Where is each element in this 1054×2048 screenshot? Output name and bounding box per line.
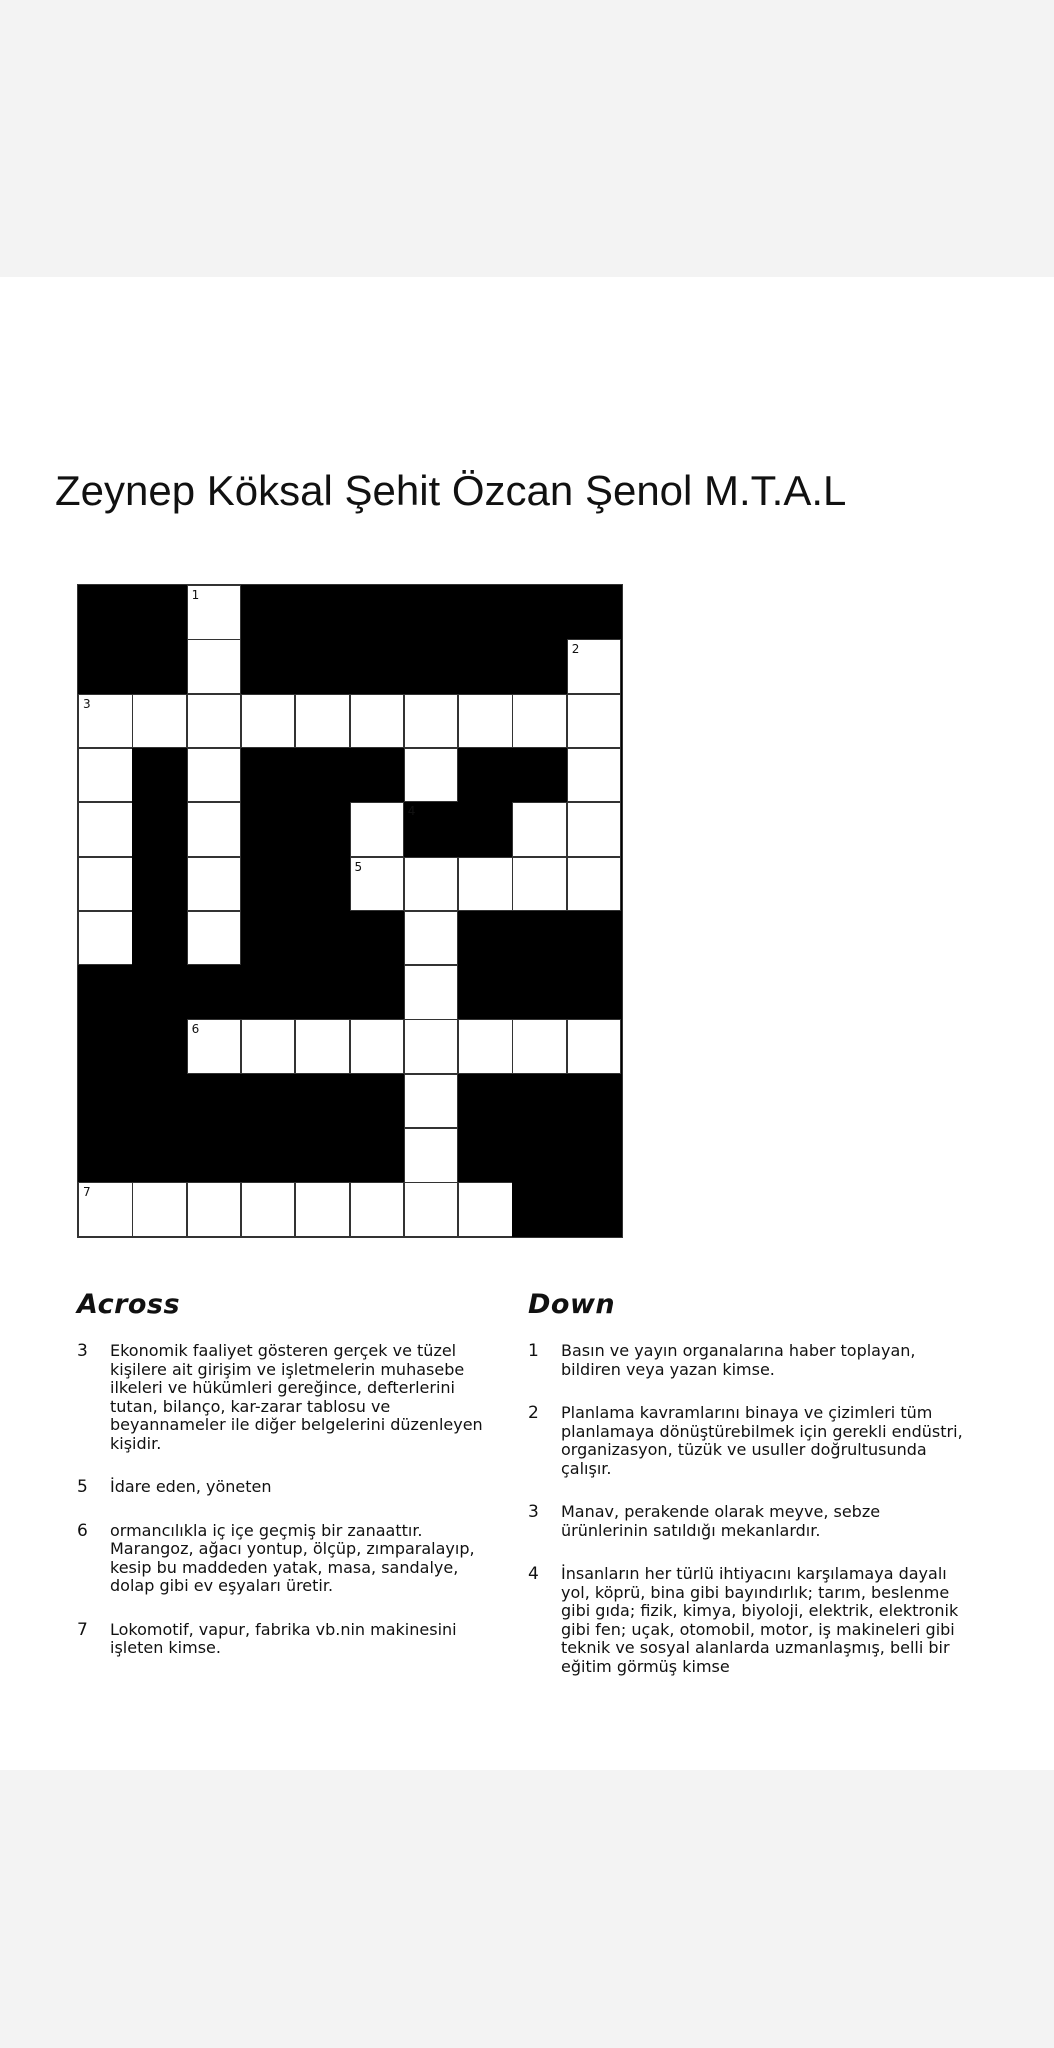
grid-block xyxy=(295,1074,350,1129)
grid-block xyxy=(458,639,513,694)
grid-cell[interactable] xyxy=(350,1019,405,1074)
clue-text: İdare eden, yöneten xyxy=(110,1477,272,1496)
grid-cell[interactable] xyxy=(187,802,242,857)
grid-block xyxy=(241,911,296,966)
grid-block xyxy=(187,1128,242,1183)
grid-block xyxy=(567,1128,622,1183)
grid-cell[interactable] xyxy=(241,694,296,749)
grid-block xyxy=(567,911,622,966)
grid-cell[interactable] xyxy=(78,857,133,912)
grid-block xyxy=(512,585,567,640)
grid-cell[interactable] xyxy=(241,1182,296,1237)
worksheet-page xyxy=(0,277,1054,1770)
grid-cell[interactable] xyxy=(458,1182,513,1237)
grid-block xyxy=(241,639,296,694)
clue-number: 4 xyxy=(528,1564,539,1584)
page-title: Zeynep Köksal Şehit Özcan Şenol M.T.A.L xyxy=(55,467,847,514)
grid-cell[interactable] xyxy=(350,857,405,912)
grid-block xyxy=(295,857,350,912)
clue-number: 5 xyxy=(77,1477,88,1497)
clue-number: 3 xyxy=(528,1502,539,1522)
grid-cell[interactable] xyxy=(78,1182,133,1237)
grid-cell[interactable] xyxy=(404,694,459,749)
across-clue xyxy=(77,1522,507,1596)
grid-block xyxy=(132,639,187,694)
grid-block xyxy=(241,1128,296,1183)
grid-block xyxy=(241,1074,296,1129)
grid-block xyxy=(132,802,187,857)
grid-block xyxy=(512,1128,567,1183)
across-clue xyxy=(77,1621,507,1658)
cell-number: 3 xyxy=(83,696,91,711)
across-clue xyxy=(77,1342,507,1453)
grid-cell[interactable] xyxy=(567,694,622,749)
across-clues xyxy=(77,1289,507,1683)
grid-cell[interactable] xyxy=(187,639,242,694)
down-clue xyxy=(528,1503,968,1540)
grid-cell[interactable] xyxy=(567,802,622,857)
clue-text: Ekonomik faaliyet gösteren gerçek ve tüzel kişilere ait girişim ve işletmelerin muhasebe ilkeleri ve hükümleri gereğince, defterlerini tutan, bilanço, kar-zarar tablosu ve beyannameler ile diğer belgelerini düzenleyen kişidir. xyxy=(110,1341,483,1453)
grid-cell[interactable] xyxy=(78,802,133,857)
grid-cell[interactable] xyxy=(241,1019,296,1074)
grid-cell[interactable] xyxy=(187,694,242,749)
clue-number: 7 xyxy=(77,1619,88,1640)
across-heading: Across xyxy=(77,1289,181,1320)
grid-block xyxy=(132,1128,187,1183)
grid-cell[interactable] xyxy=(78,748,133,803)
grid-block xyxy=(187,1074,242,1129)
clue-text: Planlama kavramlarını binaya ve çizimleri tüm planlamaya dönüştürebilmek için gerekli endüstri, organizasyon, tüzük ve usuller doğrultusunda çalışır. xyxy=(561,1403,963,1478)
cell-number: 2 xyxy=(571,642,580,657)
grid-block xyxy=(350,639,405,694)
grid-block xyxy=(458,748,513,803)
grid-block xyxy=(295,802,350,857)
grid-block xyxy=(458,585,513,640)
clue-number: 2 xyxy=(528,1403,539,1423)
clue-text: Basın ve yayın organalarına haber toplayan, bildiren veya yazan kimse. xyxy=(561,1341,916,1379)
grid-block xyxy=(241,802,296,857)
cell-number: 4 xyxy=(407,804,416,819)
grid-block xyxy=(567,1182,622,1237)
grid-cell[interactable] xyxy=(187,585,242,640)
cell-number: 7 xyxy=(83,1185,91,1200)
grid-cell[interactable] xyxy=(187,748,242,803)
grid-block xyxy=(132,965,187,1020)
grid-block xyxy=(350,1074,405,1129)
grid-cell[interactable] xyxy=(512,802,567,857)
grid-block xyxy=(78,1019,133,1074)
clue-number: 3 xyxy=(77,1341,88,1361)
down-clue xyxy=(528,1565,968,1676)
grid-block xyxy=(458,802,513,857)
grid-block xyxy=(350,1128,405,1183)
grid-block xyxy=(458,1074,513,1129)
grid-cell[interactable] xyxy=(404,911,459,966)
grid-cell[interactable] xyxy=(187,1182,242,1237)
grid-block xyxy=(132,585,187,640)
grid-cell[interactable] xyxy=(567,857,622,912)
grid-cell[interactable] xyxy=(512,857,567,912)
grid-cell[interactable] xyxy=(567,1019,622,1074)
cell-number: 5 xyxy=(354,859,363,874)
grid-block xyxy=(567,585,622,640)
grid-block xyxy=(132,748,187,803)
down-clue xyxy=(528,1404,968,1478)
grid-block xyxy=(132,911,187,966)
grid-block xyxy=(350,911,405,966)
grid-block xyxy=(187,965,242,1020)
grid-block xyxy=(241,965,296,1020)
grid-block xyxy=(567,965,622,1020)
down-clues xyxy=(528,1289,968,1701)
grid-block xyxy=(350,585,405,640)
grid-block xyxy=(458,965,513,1020)
grid-block xyxy=(350,748,405,803)
grid-block xyxy=(512,965,567,1020)
grid-block xyxy=(295,585,350,640)
grid-block xyxy=(512,639,567,694)
grid-cell[interactable] xyxy=(404,1128,459,1183)
grid-block xyxy=(295,639,350,694)
crossword-grid xyxy=(77,584,623,1238)
grid-block xyxy=(132,1074,187,1129)
grid-block xyxy=(295,1128,350,1183)
grid-block xyxy=(78,1128,133,1183)
grid-cell[interactable] xyxy=(78,911,133,966)
across-clue xyxy=(77,1478,507,1497)
clue-text: ormancılıkla iç içe geçmiş bir zanaattır. Marangoz, ağacı yontup, ölçüp, zımparalayıp, kesip bu maddeden yatak, masa, sandalye, dolap gibi ev eşyaları üretir. xyxy=(110,1520,475,1595)
grid-block xyxy=(241,748,296,803)
clue-number: 1 xyxy=(528,1341,539,1361)
grid-block xyxy=(404,802,459,857)
grid-block xyxy=(295,911,350,966)
grid-cell[interactable] xyxy=(350,694,405,749)
grid-block xyxy=(512,1074,567,1129)
grid-block xyxy=(241,585,296,640)
grid-block xyxy=(132,857,187,912)
grid-cell[interactable] xyxy=(512,694,567,749)
grid-cell[interactable] xyxy=(132,694,187,749)
grid-cell[interactable] xyxy=(404,1182,459,1237)
grid-block xyxy=(512,911,567,966)
grid-block xyxy=(350,965,405,1020)
clue-text: İnsanların her türlü ihtiyacını karşılamaya dayalı yol, köprü, bina gibi bayındırlık; tarım, beslenme gibi gıda; fizik, kimya, biyoloji, elektrik, elektronik gibi fen; uçak, otomobil, motor, iş makineleri gibi teknik ve sosyal alanlarda uzmanlaşmış, belli bir eğitim görmüş kimse xyxy=(561,1564,959,1676)
grid-cell[interactable] xyxy=(295,694,350,749)
clue-text: Lokomotif, vapur, fabrika vb.nin makinesini işleten kimse. xyxy=(110,1619,457,1657)
grid-block xyxy=(78,965,133,1020)
grid-block xyxy=(404,585,459,640)
clue-number: 6 xyxy=(77,1520,88,1541)
grid-block xyxy=(512,1182,567,1237)
grid-cell[interactable] xyxy=(132,1182,187,1237)
grid-cell[interactable] xyxy=(458,1019,513,1074)
grid-cell[interactable] xyxy=(295,1182,350,1237)
grid-cell[interactable] xyxy=(404,965,459,1020)
clue-text: Manav, perakende olarak meyve, sebze ürünlerinin satıldığı mekanlardır. xyxy=(561,1502,881,1540)
grid-block xyxy=(295,748,350,803)
grid-block xyxy=(295,965,350,1020)
grid-cell[interactable] xyxy=(458,857,513,912)
grid-block xyxy=(512,748,567,803)
grid-block xyxy=(241,857,296,912)
grid-cell[interactable] xyxy=(567,748,622,803)
grid-cell[interactable] xyxy=(458,694,513,749)
cell-number: 1 xyxy=(191,588,200,602)
down-clue xyxy=(528,1342,968,1379)
grid-block xyxy=(78,585,133,640)
grid-cell[interactable] xyxy=(404,857,459,912)
grid-cell[interactable] xyxy=(404,748,459,803)
cell-number: 6 xyxy=(191,1022,200,1037)
grid-cell[interactable] xyxy=(78,694,133,749)
grid-cell[interactable] xyxy=(404,1074,459,1129)
grid-cell[interactable] xyxy=(350,802,405,857)
grid-cell[interactable] xyxy=(350,1182,405,1237)
grid-block xyxy=(458,1128,513,1183)
grid-cell[interactable] xyxy=(187,1019,242,1074)
grid-block xyxy=(404,639,459,694)
grid-cell[interactable] xyxy=(404,1019,459,1074)
down-heading: Down xyxy=(528,1289,616,1320)
grid-block xyxy=(567,1074,622,1129)
grid-cell[interactable] xyxy=(187,857,242,912)
grid-block xyxy=(78,639,133,694)
grid-block xyxy=(132,1019,187,1074)
grid-cell[interactable] xyxy=(295,1019,350,1074)
grid-block xyxy=(458,911,513,966)
grid-cell[interactable] xyxy=(567,639,622,694)
grid-cell[interactable] xyxy=(512,1019,567,1074)
grid-cell[interactable] xyxy=(187,911,242,966)
grid-block xyxy=(78,1074,133,1129)
